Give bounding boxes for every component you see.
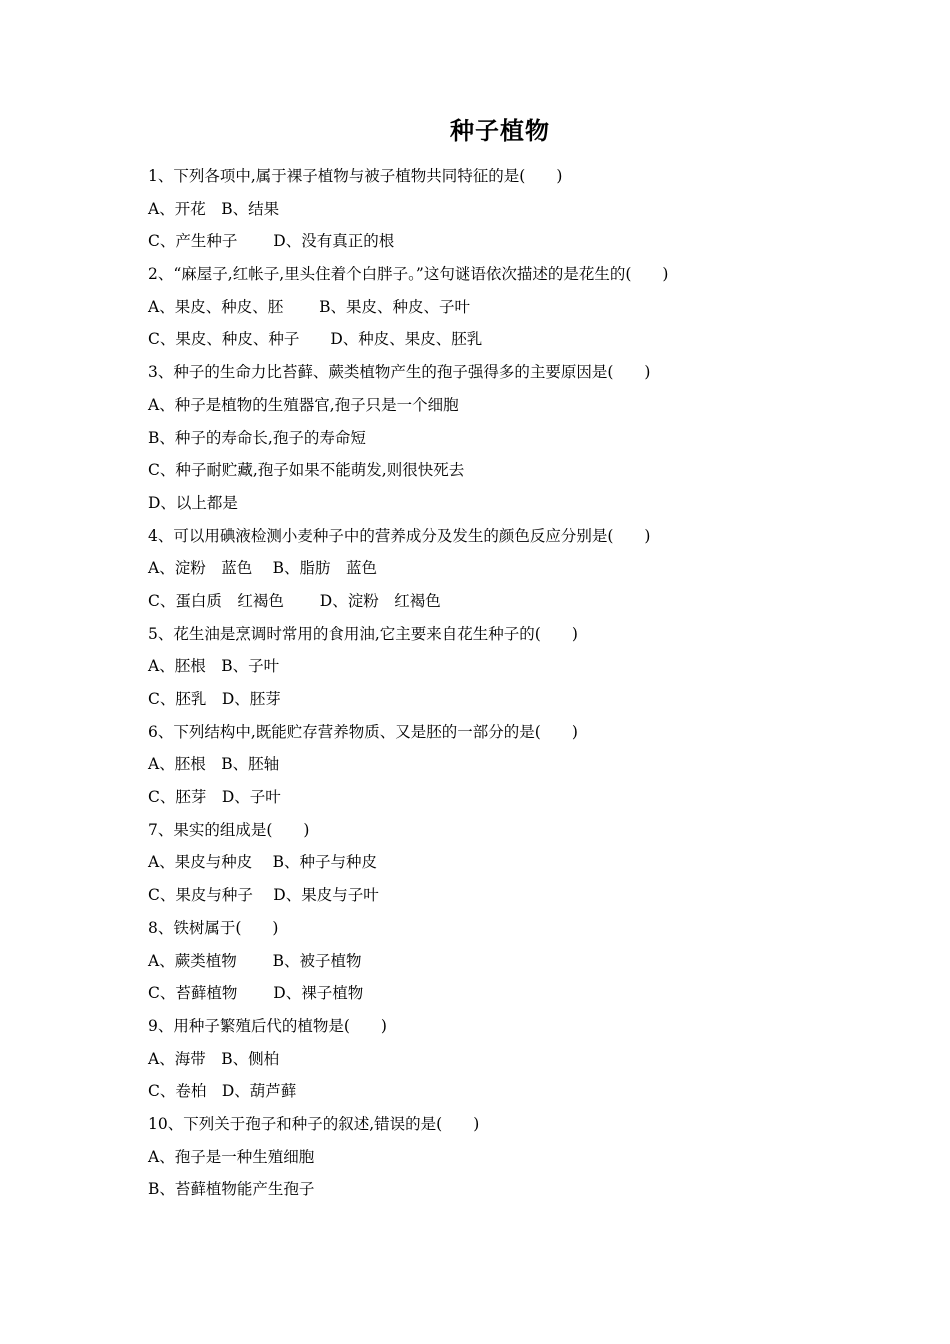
question-1-stem: 1、下列各项中,属于裸子植物与被子植物共同特征的是( ) [148,167,563,185]
question-2-stem: 2、“麻屋子,红帐子,里头住着个白胖子。”这句谜语依次描述的是花生的( ) [148,265,669,284]
question-10-option-b: B、苔藓植物能产生孢子 [148,1180,315,1199]
question-9-options-cd: C、卷柏 D、葫芦藓 [148,1082,297,1101]
question-5-stem: 5、花生油是烹调时常用的食用油,它主要来自花生种子的( ) [148,624,578,643]
question-6-stem: 6、下列结构中,既能贮存营养物质、又是胚的一部分的是( ) [148,722,578,741]
question-2-options-ab: A、果皮、种皮、胚 B、果皮、种皮、子叶 [148,297,471,316]
question-7-options-ab: A、果皮与种皮 B、种子与种皮 [148,853,378,872]
question-10-option-a: A、孢子是一种生殖细胞 [148,1147,315,1166]
question-4-options-cd: C、蛋白质 红褐色 D、淀粉 红褐色 [148,591,441,610]
question-5-options-cd: C、胚乳 D、胚芽 [148,690,281,708]
question-9-stem: 9、用种子繁殖后代的植物是( ) [148,1016,387,1035]
question-3-option-c: C、种子耐贮藏,孢子如果不能萌发,则很快死去 [148,461,465,480]
question-7-stem: 7、果实的组成是( ) [148,820,310,839]
question-1-options-ab: A、开花 B、结果 [148,199,280,218]
question-10-stem: 10、下列关于孢子和种子的叙述,错误的是( ) [148,1114,480,1133]
question-8-options-ab: A、蕨类植物 B、被子植物 [148,951,362,970]
question-8-options-cd: C、苔藓植物 D、裸子植物 [148,984,364,1003]
question-3-stem: 3、种子的生命力比苔藓、蕨类植物产生的孢子强得多的主要原因是( ) [148,363,651,382]
question-6-options-cd: C、胚芽 D、子叶 [148,788,281,807]
document-title: 种子植物 [450,117,550,145]
question-5-options-ab: A、胚根 B、子叶 [148,657,280,676]
question-list [148,160,868,1206]
question-4-options-ab: A、淀粉 蓝色 B、脂肪 蓝色 [148,559,378,578]
question-7-options-cd: C、果皮与种子 D、果皮与子叶 [148,886,379,905]
question-1-options-cd: C、产生种子 D、没有真正的根 [148,232,395,251]
question-3-option-b: B、种子的寿命长,孢子的寿命短 [148,428,366,447]
question-6-options-ab: A、胚根 B、胚轴 [148,755,280,774]
question-9-options-ab: A、海带 B、侧柏 [148,1049,280,1068]
question-8-stem: 8、铁树属于( ) [148,918,279,937]
question-4-stem: 4、可以用碘液检测小麦种子中的营养成分及发生的颜色反应分别是( ) [148,526,651,545]
question-2-options-cd: C、果皮、种皮、种子 D、种皮、果皮、胚乳 [148,330,483,349]
question-3-option-d: D、以上都是 [148,493,238,512]
question-3-option-a: A、种子是植物的生殖器官,孢子只是一个细胞 [148,395,459,414]
